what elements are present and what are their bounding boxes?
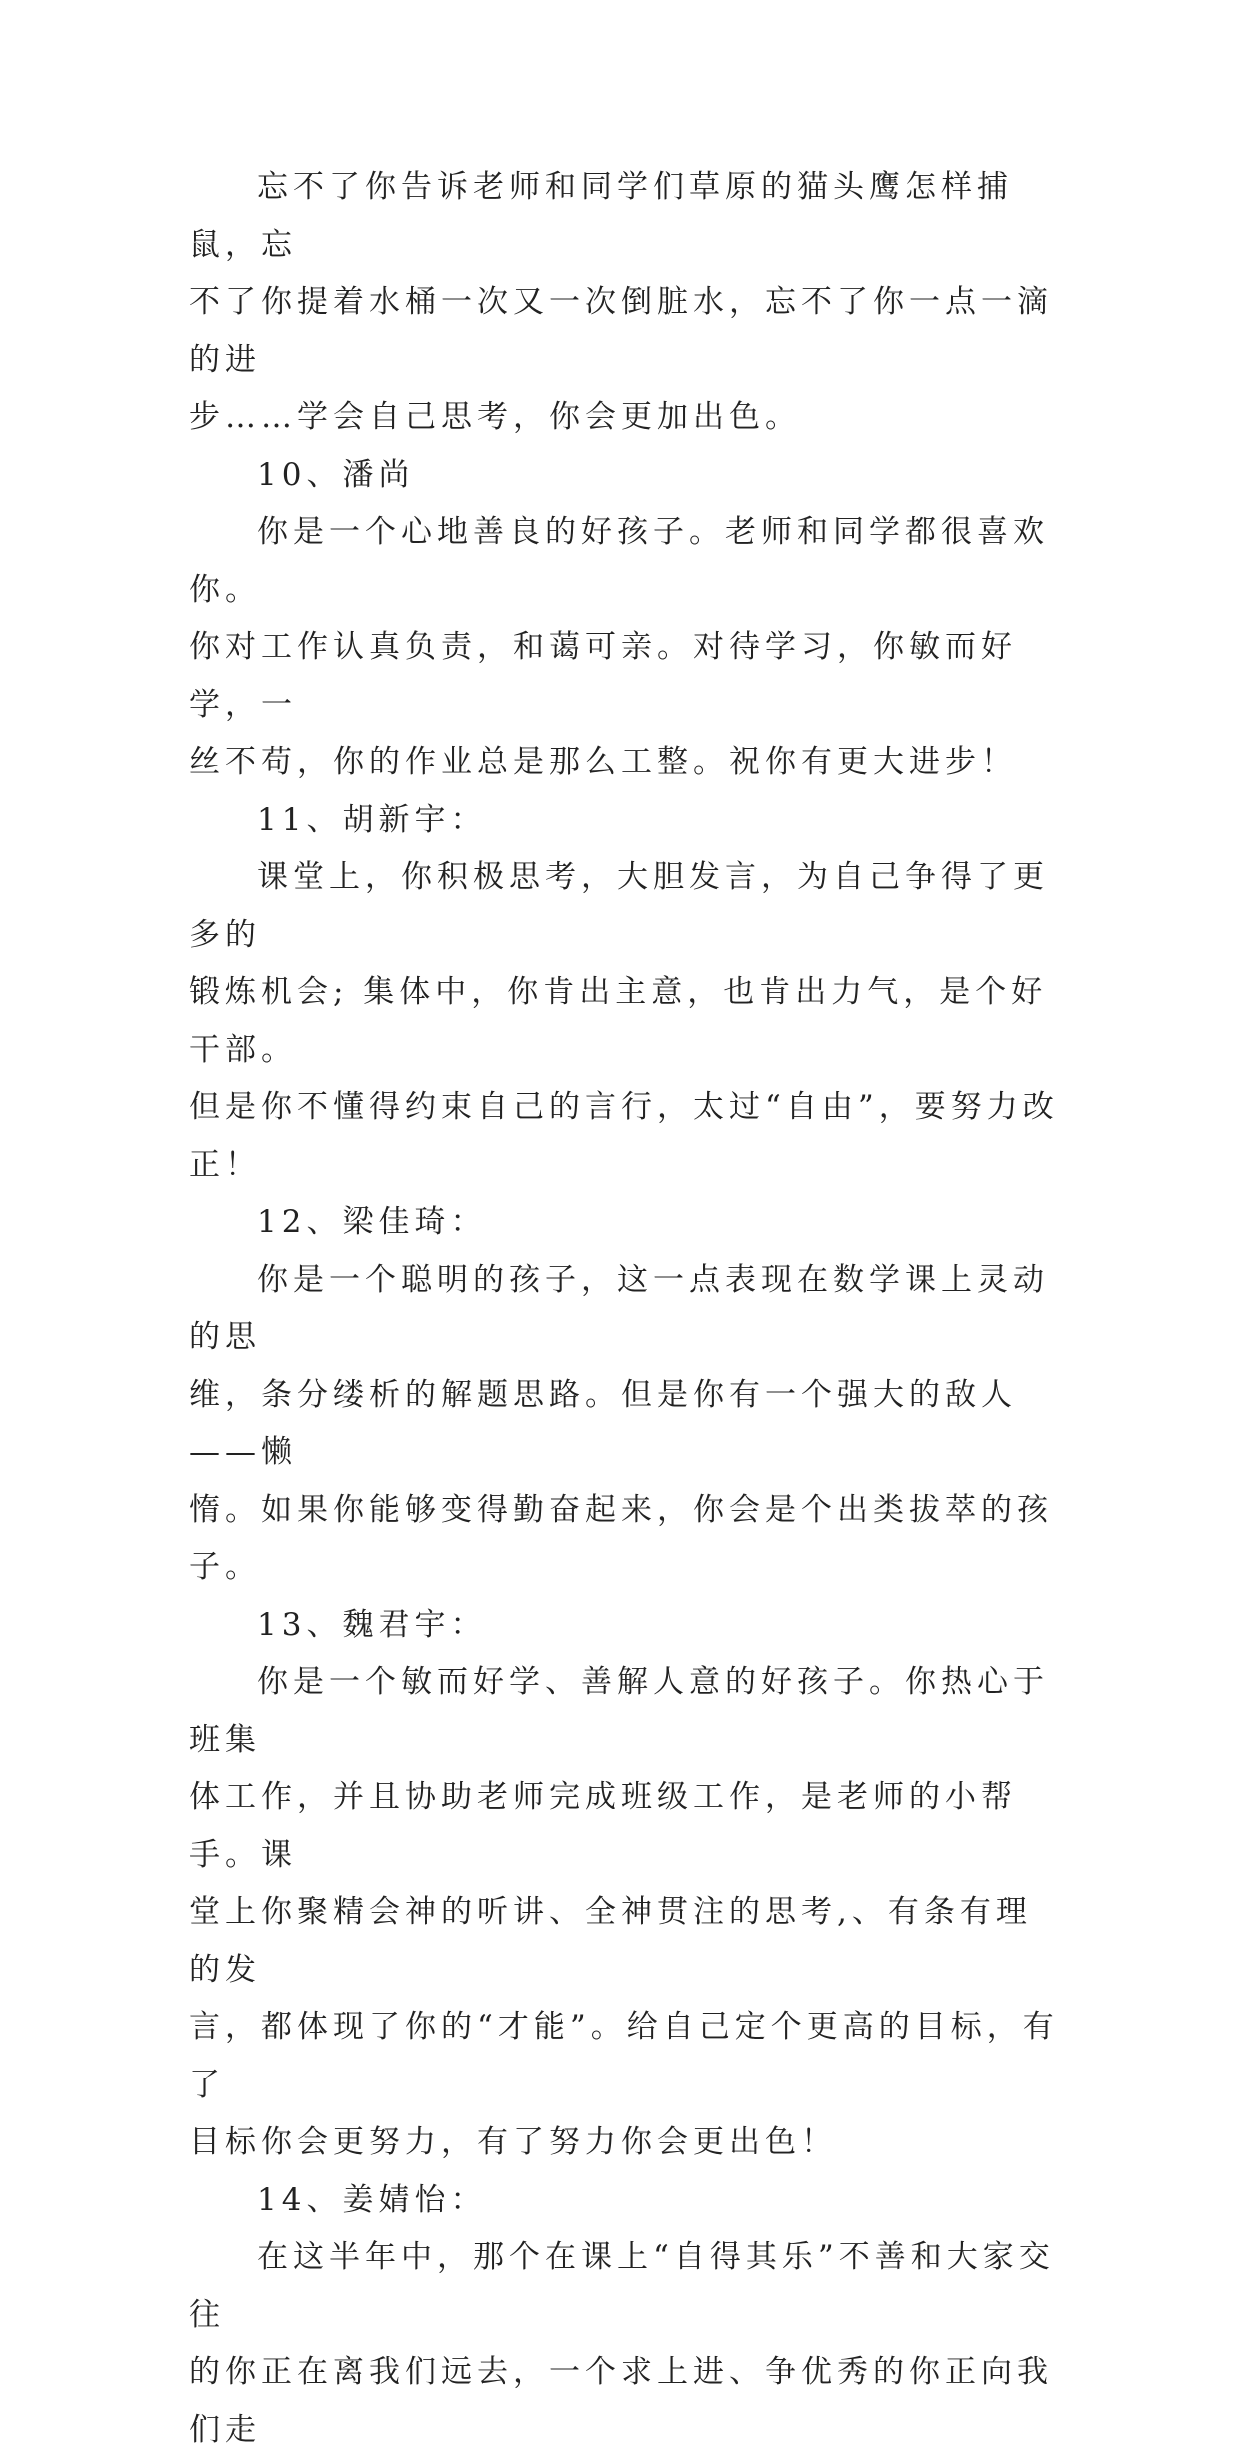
student-heading: 13、魏君宇： (257, 1606, 487, 1643)
student-heading: 12、梁佳琦： (257, 1204, 487, 1240)
student-heading: 11、胡新宇： (257, 801, 487, 838)
document-body (189, 159, 1059, 2459)
paragraph: 你是一个敏而好学、善解人意的好孩子。你热心于班集 体工作，并且协助老师完成班级工作，是老师的小帮手。课 堂上你聚精会神的听讲、全神贯注的思考,、有条有理的发 言，都体现了你的“才能”。给自己定个更高的目标，有了 目标你会更努力，有了努力你会更出色！ (189, 1664, 1059, 2160)
paragraph: 课堂上，你积极思考，大胆发言，为自己争得了更多的 锻炼机会; 集体中，你肯出主意，也肯出力气，是个好干部。 但是你不懂得约束自己的言行，太过“自由”，要努力改正！ (189, 859, 1059, 1183)
paragraph: 你是一个聪明的孩子，这一点表现在数学课上灵动的思 维，条分缕析的解题思路。但是你有一个强大的敌人——懒 惰。如果你能够变得勤奋起来，你会是个出类拔萃的孩子。 (189, 1261, 1053, 1585)
student-heading: 10、潘尚 (257, 456, 415, 493)
paragraph: 在这半年中，那个在课上“自得其乐”不善和大家交往 的你正在离我们远去，一个求上进、争优秀的你正向我们走 (189, 2239, 1055, 2448)
paragraph: 忘不了你告诉老师和同学们草原的猫头鹰怎样捕鼠，忘 不了你提着水桶一次又一次倒脏水，忘不了你一点一滴的进 步……学会自己思考，你会更加出色。 (189, 169, 1053, 435)
paragraph: 你是一个心地善良的好孩子。老师和同学都很喜欢你。 你对工作认真负责，和蔼可亲。对待学习，你敏而好学，一 丝不苟，你的作业总是那么工整。祝你有更大进步！ (189, 514, 1049, 780)
student-heading: 14、姜婧怡： (257, 2181, 487, 2218)
